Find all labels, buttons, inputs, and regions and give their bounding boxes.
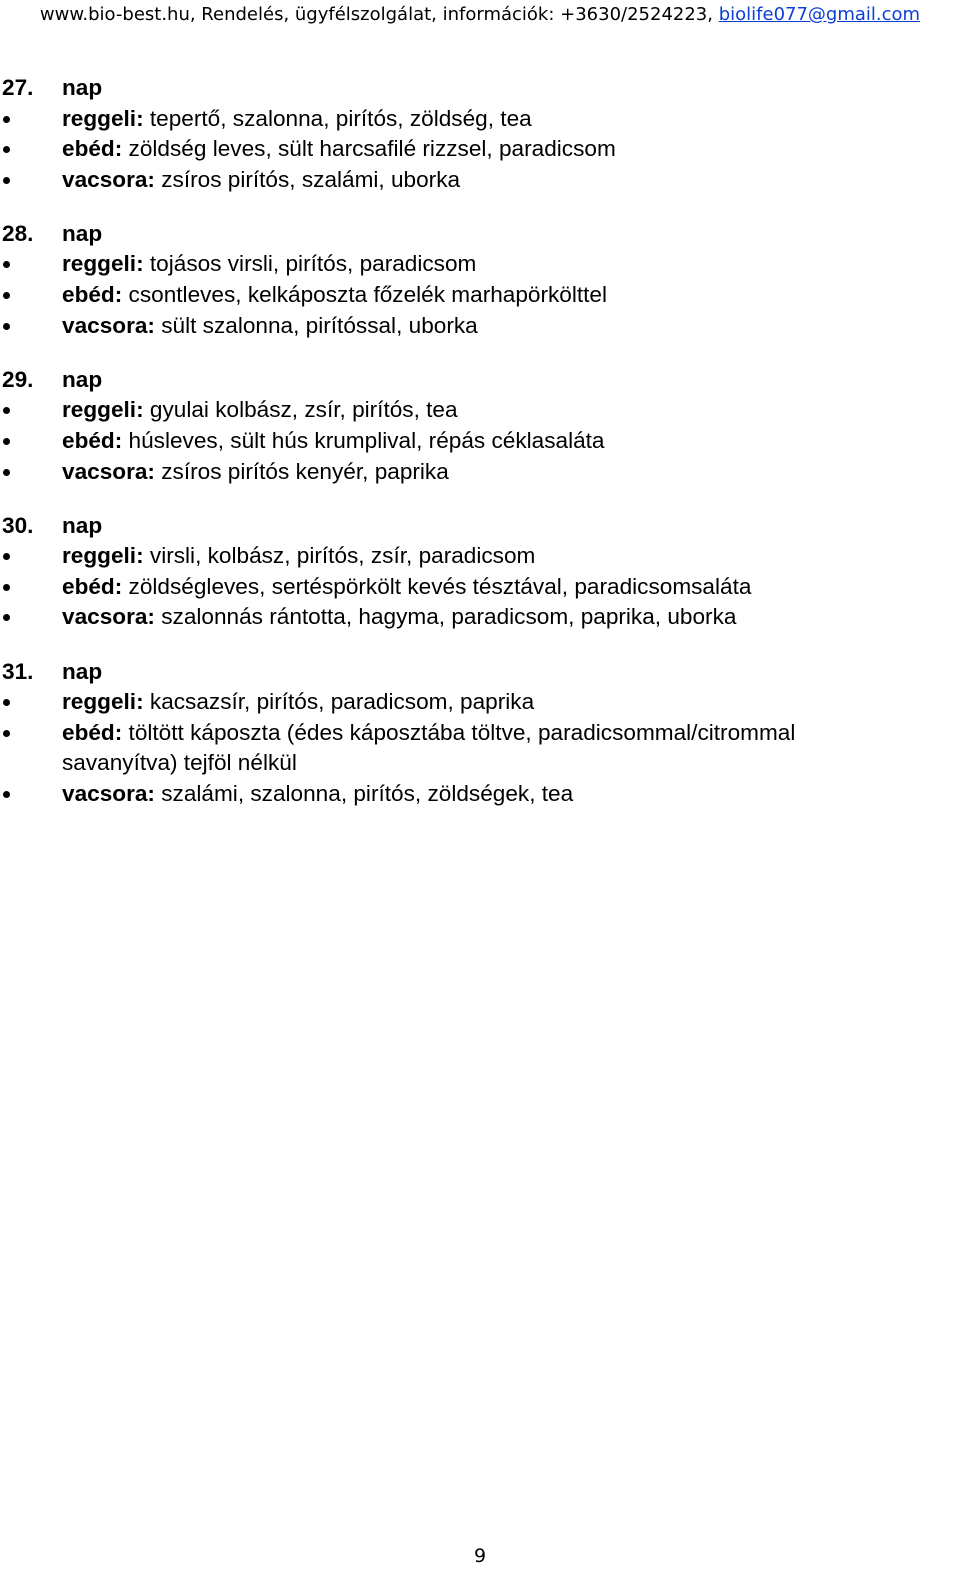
meal-item <box>0 457 960 488</box>
day-heading <box>0 511 960 542</box>
meal-item <box>0 687 960 718</box>
meal-text: húsleves, sült hús krumplival, répás céklasaláta <box>128 427 605 453</box>
day-section <box>0 365 960 487</box>
day-word: nap <box>62 512 103 538</box>
meal-text: csontleves, kelkáposzta főzelék marhapörkölttel <box>128 282 608 308</box>
meal-label: vacsora: <box>62 604 155 630</box>
meal-text: zöldség leves, sült harcsafilé rizzsel, paradicsom <box>128 136 616 162</box>
meal-label: ebéd: <box>62 427 123 453</box>
day-number: 27. <box>2 75 34 100</box>
day-section <box>0 73 960 195</box>
meal-text: virsli, kolbász, pirítós, zsír, paradicsom <box>149 543 536 569</box>
meal-item <box>0 541 960 572</box>
meal-item <box>0 165 960 196</box>
bullet-icon <box>3 584 10 591</box>
meal-item <box>0 426 960 457</box>
meal-text: tojásos virsli, pirítós, paradicsom <box>149 251 477 277</box>
day-word: nap <box>62 75 103 100</box>
bullet-icon <box>3 177 10 184</box>
day-heading <box>0 73 960 104</box>
meal-text: kacsazsír, pirítós, paradicsom, paprika <box>149 689 535 715</box>
meal-item <box>0 395 960 426</box>
meal-text: zsíros pirítós kenyér, paprika <box>161 458 449 484</box>
meal-label: vacsora: <box>62 458 155 484</box>
day-word: nap <box>62 658 103 684</box>
meal-item <box>0 249 960 280</box>
meal-item <box>0 572 960 603</box>
day-heading <box>0 219 960 250</box>
day-section <box>0 511 960 633</box>
meal-label: vacsora: <box>62 166 155 192</box>
meal-label: reggeli: <box>62 251 144 277</box>
bullet-icon <box>3 614 10 621</box>
meal-item <box>0 280 960 311</box>
day-section <box>0 657 960 810</box>
day-word: nap <box>62 220 103 246</box>
bullet-icon <box>3 730 10 737</box>
day-number: 30. <box>2 512 34 538</box>
meal-label: vacsora: <box>62 780 155 806</box>
meal-label: ebéd: <box>62 573 123 599</box>
meal-text: zöldségleves, sertéspörkölt kevés tésztával, paradicsomsaláta <box>128 573 752 599</box>
bullet-icon <box>3 699 10 706</box>
meal-item <box>0 779 960 810</box>
meal-plan <box>0 73 960 833</box>
day-number: 29. <box>2 366 34 392</box>
meal-label: reggeli: <box>62 689 144 715</box>
bullet-icon <box>3 553 10 560</box>
header-contact-text: www.bio-best.hu, Rendelés, ügyfélszolgálat, információk: +3630/2524223, <box>39 4 713 25</box>
meal-label: ebéd: <box>62 719 123 745</box>
meal-item <box>0 134 960 165</box>
bullet-icon <box>3 261 10 268</box>
header-email-link[interactable]: biolife077@gmail.com <box>718 4 921 25</box>
meal-label: ebéd: <box>62 282 123 308</box>
meal-text: szalonnás rántotta, hagyma, paradicsom, paprika, uborka <box>161 604 737 630</box>
bullet-icon <box>3 469 10 476</box>
meal-text: zsíros pirítós, szalámi, uborka <box>161 166 461 192</box>
meal-item <box>0 311 960 342</box>
bullet-icon <box>3 116 10 123</box>
bullet-icon <box>3 791 10 798</box>
day-number: 31. <box>2 658 34 684</box>
bullet-icon <box>3 407 10 414</box>
page-header <box>0 3 960 27</box>
meal-item <box>0 104 960 135</box>
meal-text: szalámi, szalonna, pirítós, zöldségek, tea <box>161 780 574 806</box>
day-number: 28. <box>2 220 34 246</box>
day-heading <box>0 365 960 396</box>
meal-label: reggeli: <box>62 397 144 423</box>
day-word: nap <box>62 366 103 392</box>
bullet-icon <box>3 146 10 153</box>
meal-label: vacsora: <box>62 312 155 338</box>
bullet-icon <box>3 292 10 299</box>
meal-label: ebéd: <box>62 136 123 162</box>
day-section <box>0 219 960 341</box>
meal-label: reggeli: <box>62 105 144 131</box>
page-number: 9 <box>473 1545 487 1567</box>
meal-text: gyulai kolbász, zsír, pirítós, tea <box>149 397 458 423</box>
meal-text: tepertő, szalonna, pirítós, zöldség, tea <box>149 105 532 131</box>
meal-text: töltött káposzta (édes káposztába töltve, paradicsommal/citrommal savanyítva) tejföl nélkül <box>62 719 796 776</box>
meal-item <box>0 718 960 779</box>
day-heading <box>0 657 960 688</box>
bullet-icon <box>3 323 10 330</box>
meal-item <box>0 602 960 633</box>
meal-text: sült szalonna, pirítóssal, uborka <box>161 312 478 338</box>
meal-label: reggeli: <box>62 543 144 569</box>
bullet-icon <box>3 438 10 445</box>
